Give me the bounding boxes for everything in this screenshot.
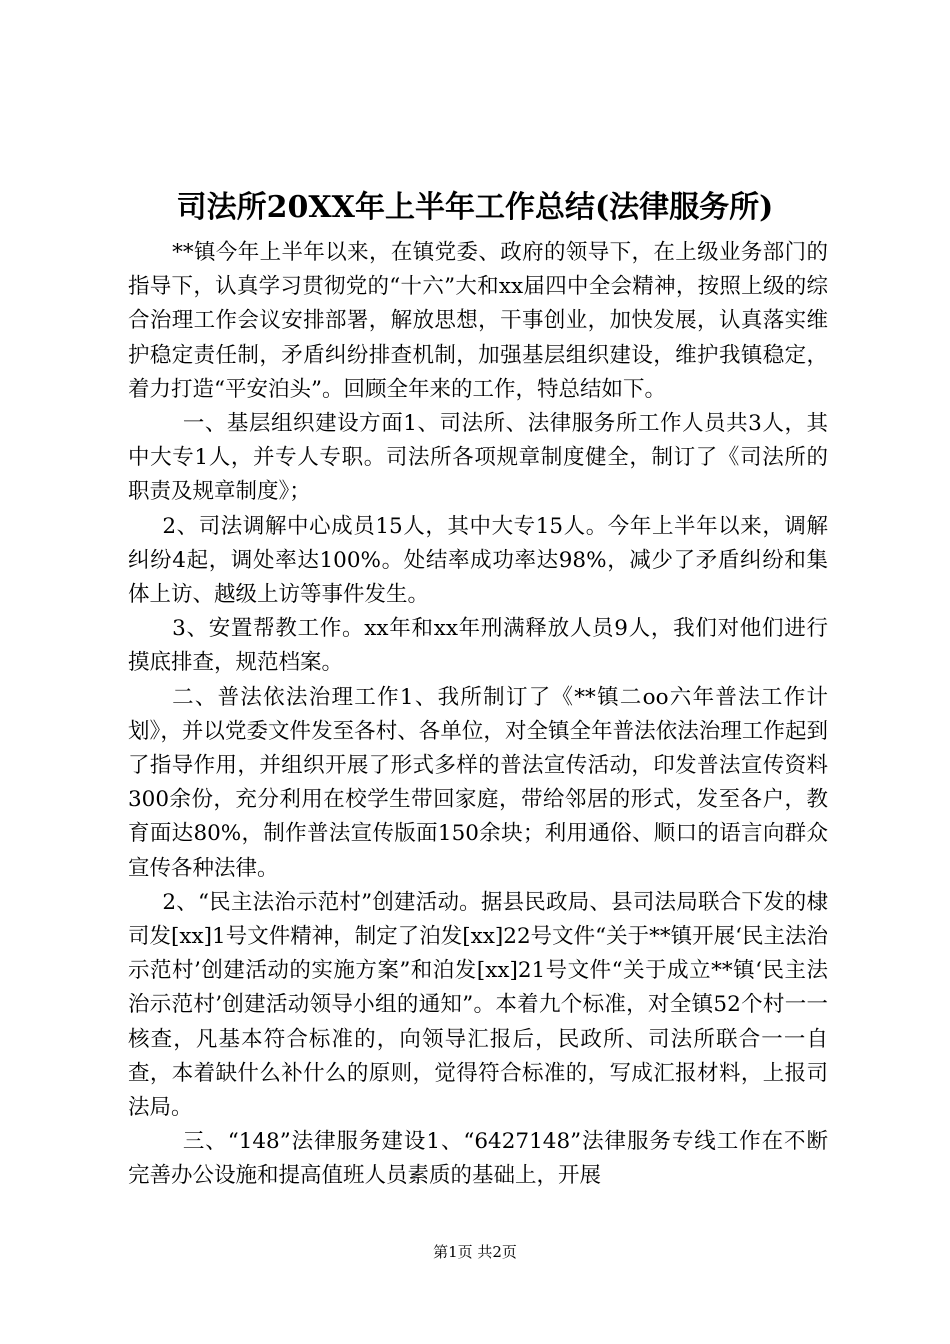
page-footer: 第1页 共2页 <box>433 1243 517 1261</box>
paragraph-section-2: 二、普法依法治理工作1、我所制订了《**镇二oo六年普法工作计划》，并以党委文件发至各村、各单位，对全镇全年普法依法治理工作起到了指导作用，并组织开展了形式多样的普法宣传活动，印发普法宣传资料300余份，充分利用在校学生带回家庭，带给邻居的形式，发至各户，教育面达80%，制作普法宣传版面150余块；利用通俗、顺口的语言向群众宣传各种法律。 <box>128 684 828 881</box>
paragraph-intro: **镇今年上半年以来，在镇党委、政府的领导下，在上级业务部门的指导下，认真学习贯彻党的“十六”大和xx届四中全会精神，按照上级的综合治理工作会议安排部署，解放思想，干事创业，加快发展，认真落实维护稳定责任制，矛盾纠纷排查机制，加强基层组织建设，维护我镇稳定，着力打造“平安泊头”。回顾全年来的工作，特总结如下。 <box>128 240 828 402</box>
paragraph-section-1-item-2: 2、司法调解中心成员15人，其中大专15人。今年上半年以来，调解纠纷4起，调处率达100%。处结率成功率达98%，减少了矛盾纠纷和集体上访、越级上访等事件发生。 <box>128 513 828 608</box>
paragraph-section-3: 三、“148”法律服务建设1、“6427148”法律服务专线工作在不断完善办公设施和提高值班人员素质的基础上，开展 <box>128 1129 828 1189</box>
document-body <box>128 236 828 1194</box>
document-title: 司法所20XX年上半年工作总结(法律服务所) <box>176 190 774 225</box>
paragraph-section-2-item-2: 2、“民主法治示范村”创建活动。据县民政局、县司法局联合下发的棣司发[xx]1号文件精神，制定了泊发[xx]22号文件“关于**镇开展‘民主法治示范村’创建活动的实施方案”和泊发[xx]21号文件“关于成立**镇‘民主法治示范村’创建活动领导小组的通知”。本着九个标准，对全镇52个村一一核查，凡基本符合标准的，向领导汇报后，民政所、司法所联合一一自查，本着缺什么补什么的原则，觉得符合标准的，写成汇报材料，上报司法局。 <box>128 889 828 1121</box>
paragraph-section-1-item-3: 3、安置帮教工作。xx年和xx年刑满释放人员9人，我们对他们进行摸底排查，规范档案。 <box>128 616 828 676</box>
paragraph-section-1: 一、基层组织建设方面1、司法所、法律服务所工作人员共3人，其中大专1人，并专人专职。司法所各项规章制度健全，制订了《司法所的职责及规章制度》； <box>128 411 828 505</box>
